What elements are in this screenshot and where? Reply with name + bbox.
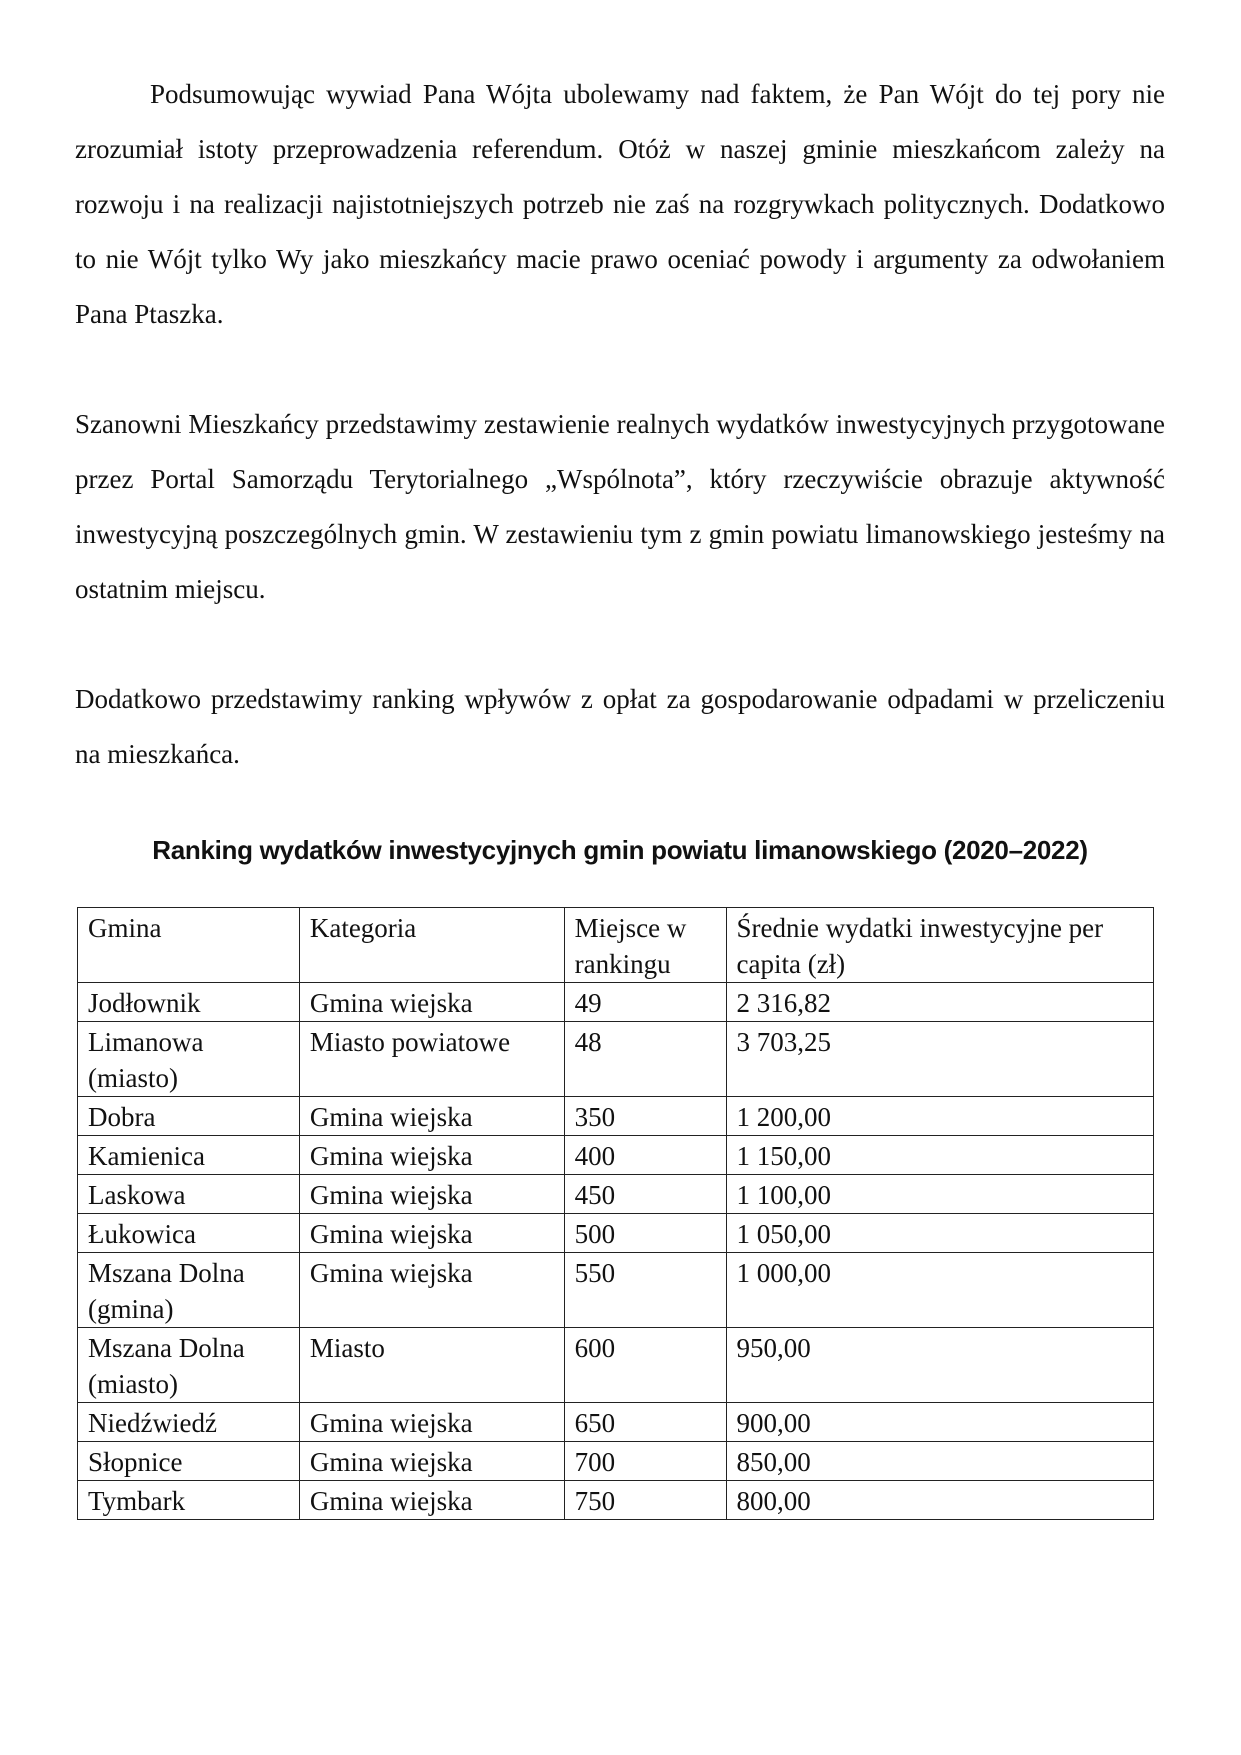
- table-row: [78, 1403, 1154, 1442]
- cell-wydatki: 1 100,00: [726, 1175, 1154, 1214]
- cell-gmina: Tymbark: [78, 1481, 300, 1520]
- cell-miejsce: 350: [564, 1097, 726, 1136]
- header-kategoria: Kategoria: [299, 908, 564, 983]
- cell-kategoria: Gmina wiejska: [299, 1442, 564, 1481]
- cell-wydatki: 2 316,82: [726, 983, 1154, 1022]
- cell-gmina: Mszana Dolna (gmina): [78, 1253, 300, 1328]
- cell-wydatki: 3 703,25: [726, 1022, 1154, 1097]
- header-gmina: Gmina: [78, 908, 300, 983]
- table-title: Ranking wydatków inwestycyjnych gmin powiatu limanowskiego (2020–2022): [152, 835, 1088, 865]
- table-header-row: [78, 908, 1154, 983]
- cell-miejsce: 48: [564, 1022, 726, 1097]
- cell-wydatki: 800,00: [726, 1481, 1154, 1520]
- cell-gmina: Laskowa: [78, 1175, 300, 1214]
- cell-kategoria: Gmina wiejska: [299, 1214, 564, 1253]
- cell-gmina: Kamienica: [78, 1136, 300, 1175]
- cell-kategoria: Gmina wiejska: [299, 1097, 564, 1136]
- investment-ranking-table: [77, 907, 1154, 1520]
- paragraph-summary: [75, 67, 1165, 342]
- header-miejsce: Miejsce w rankingu: [564, 908, 726, 983]
- table-row: [78, 1022, 1154, 1097]
- table-row: [78, 983, 1154, 1022]
- cell-wydatki: 1 050,00: [726, 1214, 1154, 1253]
- paragraph-investment-intro: Szanowni Mieszkańcy przedstawimy zestawienie realnych wydatków inwestycyjnych przygotowane przez Portal Samorządu Terytorialnego „Wspólnota”, który rzeczywiście obrazuje aktywność inwestycyjną poszczególnych gmin. W zestawieniu tym z gmin powiatu limanowskiego jesteśmy na ostatnim miejscu.: [75, 409, 1165, 604]
- table-row: [78, 1214, 1154, 1253]
- cell-wydatki: 950,00: [726, 1328, 1154, 1403]
- table-row: [78, 1175, 1154, 1214]
- cell-wydatki: 850,00: [726, 1442, 1154, 1481]
- table-row: [78, 1328, 1154, 1403]
- cell-miejsce: 500: [564, 1214, 726, 1253]
- cell-miejsce: 600: [564, 1328, 726, 1403]
- cell-kategoria: Gmina wiejska: [299, 1136, 564, 1175]
- cell-kategoria: Miasto powiatowe: [299, 1022, 564, 1097]
- cell-miejsce: 450: [564, 1175, 726, 1214]
- cell-kategoria: Gmina wiejska: [299, 1403, 564, 1442]
- cell-gmina: Łukowica: [78, 1214, 300, 1253]
- cell-kategoria: Gmina wiejska: [299, 1481, 564, 1520]
- paragraph-summary-text: Podsumowując wywiad Pana Wójta ubolewamy nad faktem, że Pan Wójt do tej pory nie zrozumiał istoty przeprowadzenia referendum. Otóż w naszej gminie mieszkańcom zależy na rozwoju i na realizacji najistotniejszych potrzeb nie zaś na rozgrywkach politycznych. Dodatkowo to nie Wójt tylko Wy jako mieszkańcy macie prawo oceniać powody i argumenty za odwołaniem Pana Ptaszka.: [75, 79, 1165, 329]
- cell-miejsce: 550: [564, 1253, 726, 1328]
- paragraph-waste-fees: Dodatkowo przedstawimy ranking wpływów z opłat za gospodarowanie odpadami w przeliczeniu na mieszkańca.: [75, 684, 1165, 769]
- cell-gmina: Niedźwiedź: [78, 1403, 300, 1442]
- cell-wydatki: 1 200,00: [726, 1097, 1154, 1136]
- cell-kategoria: Gmina wiejska: [299, 1253, 564, 1328]
- cell-miejsce: 49: [564, 983, 726, 1022]
- cell-wydatki: 900,00: [726, 1403, 1154, 1442]
- cell-miejsce: 750: [564, 1481, 726, 1520]
- cell-wydatki: 1 150,00: [726, 1136, 1154, 1175]
- cell-kategoria: Miasto: [299, 1328, 564, 1403]
- table-row: [78, 1442, 1154, 1481]
- cell-gmina: Limanowa (miasto): [78, 1022, 300, 1097]
- cell-gmina: Jodłownik: [78, 983, 300, 1022]
- table-row: [78, 1253, 1154, 1328]
- table-row: [78, 1136, 1154, 1175]
- table-row: [78, 1481, 1154, 1520]
- header-wydatki: Średnie wydatki inwestycyjne per capita (zł): [726, 908, 1154, 983]
- cell-gmina: Mszana Dolna (miasto): [78, 1328, 300, 1403]
- cell-miejsce: 700: [564, 1442, 726, 1481]
- cell-kategoria: Gmina wiejska: [299, 983, 564, 1022]
- cell-gmina: Dobra: [78, 1097, 300, 1136]
- cell-wydatki: 1 000,00: [726, 1253, 1154, 1328]
- table-row: [78, 1097, 1154, 1136]
- cell-miejsce: 650: [564, 1403, 726, 1442]
- cell-miejsce: 400: [564, 1136, 726, 1175]
- cell-kategoria: Gmina wiejska: [299, 1175, 564, 1214]
- cell-gmina: Słopnice: [78, 1442, 300, 1481]
